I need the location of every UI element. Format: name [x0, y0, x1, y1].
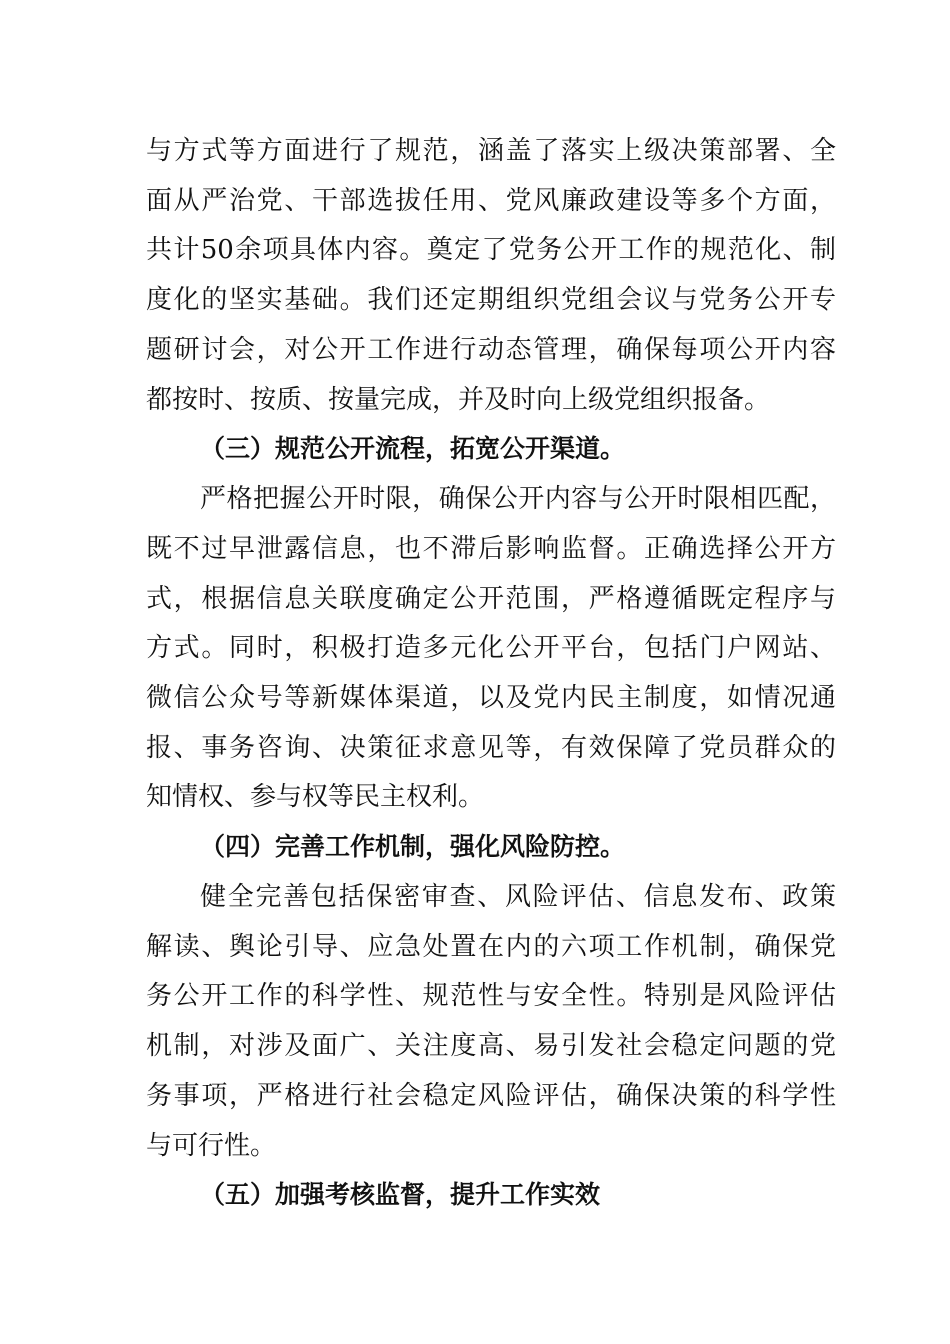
paragraph-line: 都按时、按质、按量完成，并及时向上级党组织报备。 [146, 385, 771, 415]
section-heading-5: （五）加强考核监督，提升工作实效 [200, 1180, 601, 1209]
paragraph-line: 既不过早泄露信息，也不滞后影响监督。正确选择公开方 [146, 534, 836, 564]
paragraph-line: 务公开工作的科学性、规范性与安全性。特别是风险评估 [146, 981, 836, 1011]
paragraph-line: 机制，对涉及面广、关注度高、易引发社会稳定问题的党 [146, 1031, 836, 1061]
paragraph-line: 面从严治党、干部选拔任用、党风廉政建设等多个方面， [146, 186, 836, 216]
paragraph-line: 共计50余项具体内容。奠定了党务公开工作的规范化、制 [146, 235, 836, 265]
paragraph-line: 式，根据信息关联度确定公开范围，严格遵循既定程序与 [146, 584, 836, 614]
section-heading-4: （四）完善工作机制，强化风险防控。 [200, 832, 626, 861]
paragraph-line: 严格把握公开时限，确保公开内容与公开时限相匹配， [200, 484, 836, 514]
paragraph-line: 务事项，严格进行社会稳定风险评估，确保决策的科学性 [146, 1081, 836, 1111]
paragraph-line: 度化的坚实基础。我们还定期组织党组会议与党务公开专 [146, 285, 836, 315]
paragraph-line: 方式。同时，积极打造多元化公开平台，包括门户网站、 [146, 633, 836, 663]
paragraph-line: 与方式等方面进行了规范，涵盖了落实上级决策部署、全 [146, 136, 836, 166]
section-heading-3: （三）规范公开流程，拓宽公开渠道。 [200, 434, 626, 463]
paragraph-line: 与可行性。 [146, 1131, 277, 1161]
paragraph-line: 健全完善包括保密审查、风险评估、信息发布、政策 [200, 882, 836, 912]
paragraph-line: 解读、舆论引导、应急处置在内的六项工作机制，确保党 [146, 932, 836, 962]
paragraph-line: 微信公众号等新媒体渠道，以及党内民主制度，如情况通 [146, 683, 836, 713]
paragraph-line: 报、事务咨询、决策征求意见等，有效保障了党员群众的 [146, 733, 836, 763]
paragraph-line: 题研讨会，对公开工作进行动态管理，确保每项公开内容 [146, 335, 836, 365]
paragraph-line: 知情权、参与权等民主权利。 [146, 782, 485, 812]
